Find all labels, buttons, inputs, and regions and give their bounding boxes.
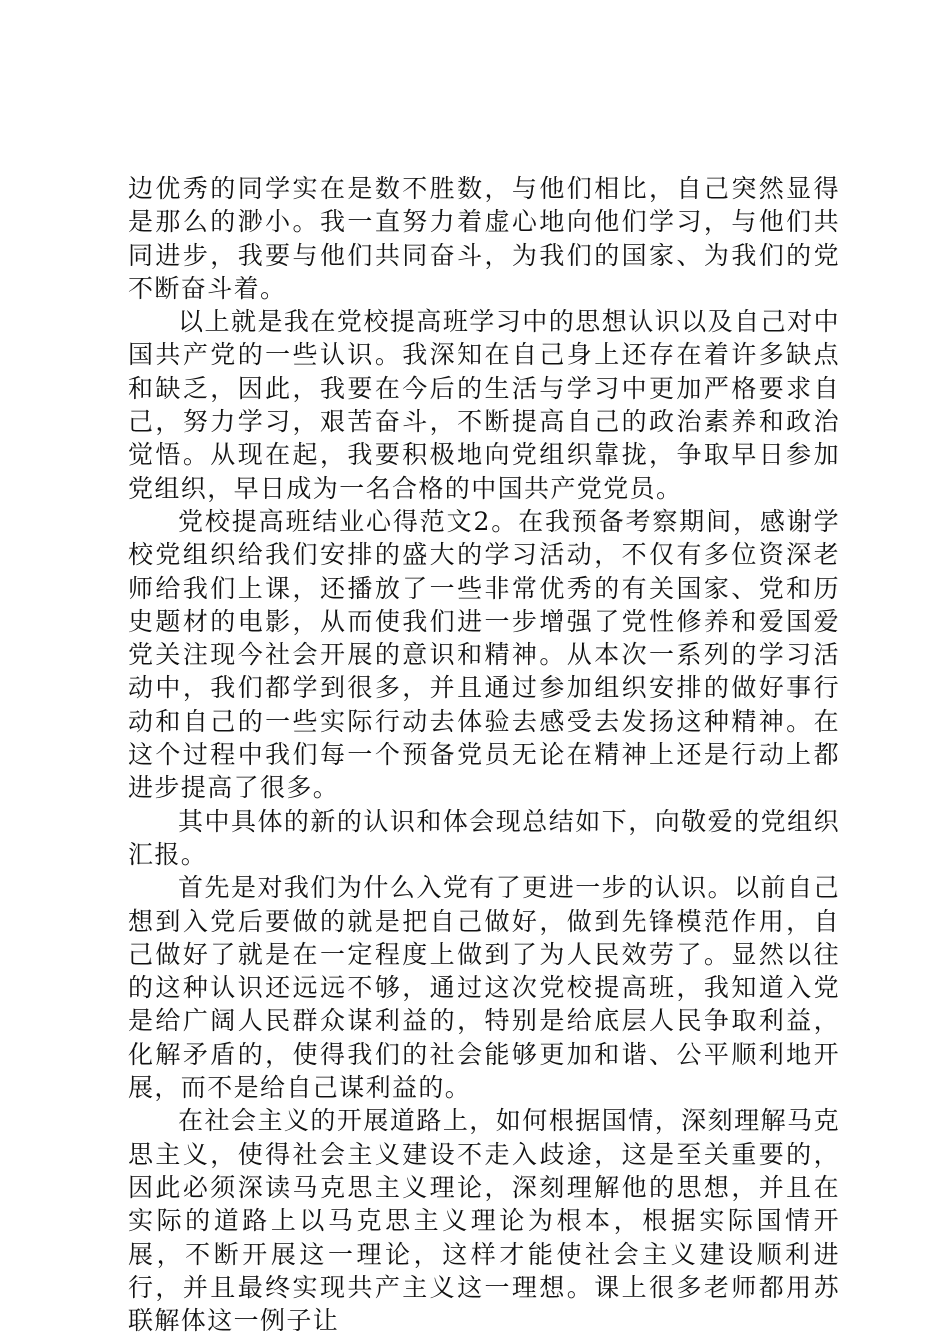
paragraph-report-intro: 其中具体的新的认识和体会现总结如下，向敬爱的党组织汇报。 bbox=[128, 806, 840, 869]
paragraph-continued: 边优秀的同学实在是数不胜数，与他们相比，自己突然显得是那么的渺小。我一直努力着虚心地向他们学习，与他们共同进步，我要与他们共同奋斗，为我们的国家、为我们的党不断奋斗着。 bbox=[128, 174, 840, 303]
paragraph-summary: 以上就是我在党校提高班学习中的思想认识以及自己对中国共产党的一些认识。我深知在自己身上还存在着许多缺点和缺乏，因此，我要在今后的生活与学习中更加严格要求自己，努力学习，艰苦奋斗，不断提高自己的政治素养和政治觉悟。从现在起，我要积极地向党组织靠拢，争取早日参加党组织，早日成为一名合格的中国共产党党员。 bbox=[128, 307, 840, 503]
document-body bbox=[128, 172, 840, 1337]
paragraph-first-point: 首先是对我们为什么入党有了更进一步的认识。以前自己想到入党后要做的就是把自己做好，做到先锋模范作用，自己做好了就是在一定程度上做到了为人民效劳了。显然以往的这种认识还远远不够，通过这次党校提高班，我知道入党是给广阔人民群众谋利益的，特别是给底层人民争取利益，化解矛盾的，使得我们的社会能够更加和谐、公平顺利地开展，而不是给自己谋利益的。 bbox=[128, 873, 840, 1103]
paragraph-sample-2: 党校提高班结业心得范文2。在我预备考察期间，感谢学校党组织给我们安排的盛大的学习活动，不仅有多位资深老师给我们上课，还播放了一些非常优秀的有关国家、党和历史题材的电影，从而使我们进一步增强了党性修养和爱国爱党关注现今社会开展的意识和精神。从本次一系列的学习活动中，我们都学到很多，并且通过参加组织安排的做好事行动和自己的一些实际行动去体验去感受去发扬这种精神。在这个过程中我们每一个预备党员无论在精神上还是行动上都进步提高了很多。 bbox=[128, 506, 840, 803]
paragraph-socialism: 在社会主义的开展道路上，如何根据国情，深刻理解马克思主义，使得社会主义建设不走入歧途，这是至关重要的，因此必须深读马克思主义理论，深刻理解他的思想，并且在实际的道路上以马克思主义理论为根本，根据实际国情开展，不断开展这一理论，这样才能使社会主义建设顺利进行，并且最终实现共产主义这一理想。课上很多老师都用苏联解体这一例子让 bbox=[128, 1106, 840, 1336]
